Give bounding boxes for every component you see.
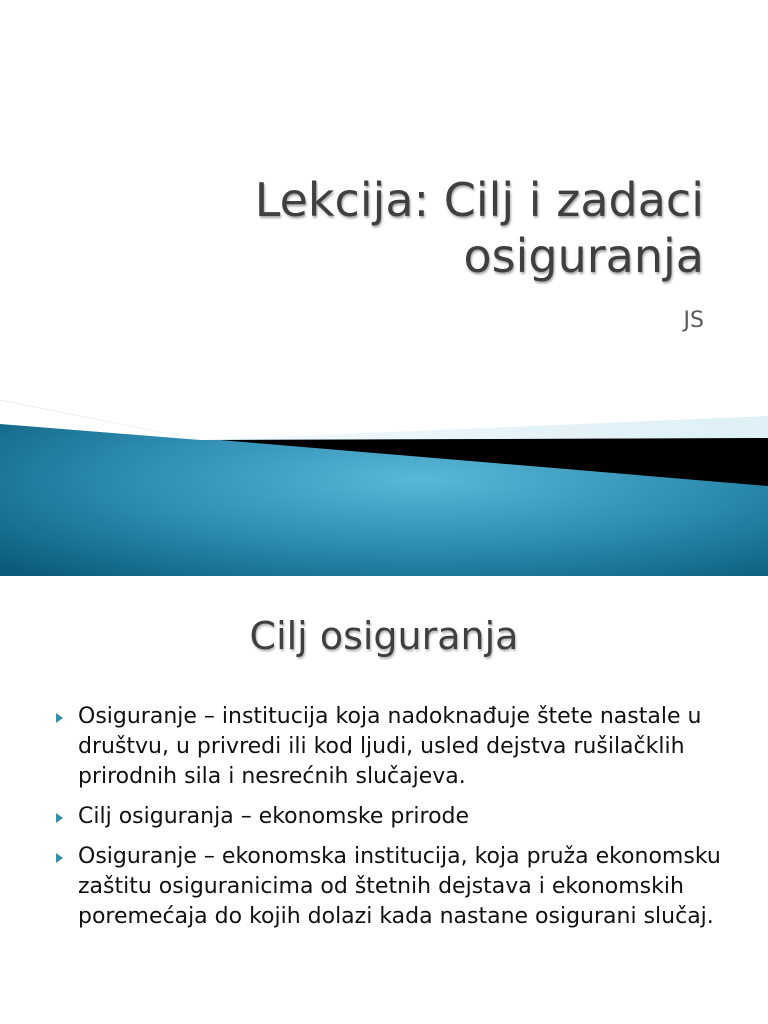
slide-title — [64, 172, 704, 284]
content-slide — [0, 576, 768, 1024]
bullet-item — [54, 842, 744, 932]
bullet-text: Cilj osiguranja – ekonomske prirode — [78, 804, 470, 829]
triangle-right-icon — [56, 813, 63, 823]
triangle-right-icon — [56, 853, 63, 863]
slide-subtitle: JS — [683, 308, 704, 333]
slide-heading: Cilj osiguranja — [249, 614, 519, 658]
bullet-item — [54, 702, 744, 792]
triangle-right-icon — [56, 713, 63, 723]
bullet-item — [54, 802, 744, 832]
title-line-1: Lekcija: Cilj i zadaci — [254, 173, 704, 227]
decorative-banner — [0, 400, 768, 576]
bullet-list — [54, 702, 744, 942]
title-line-2: osiguranja — [463, 229, 704, 283]
bullet-text: Osiguranje – institucija koja nadoknađuje štete nastale u društvu, u privredi ili kod ljudi, usled dejstva rušilačklih prirodnih sila i nesrećnih slučajeva. — [78, 704, 702, 789]
bullet-text: Osiguranje – ekonomska institucija, koja pruža ekonomsku zaštitu osiguranicima od štetnih dejstava i ekonomskih poremećaja do kojih dolazi kada nastane osigurani slučaj. — [78, 844, 721, 929]
